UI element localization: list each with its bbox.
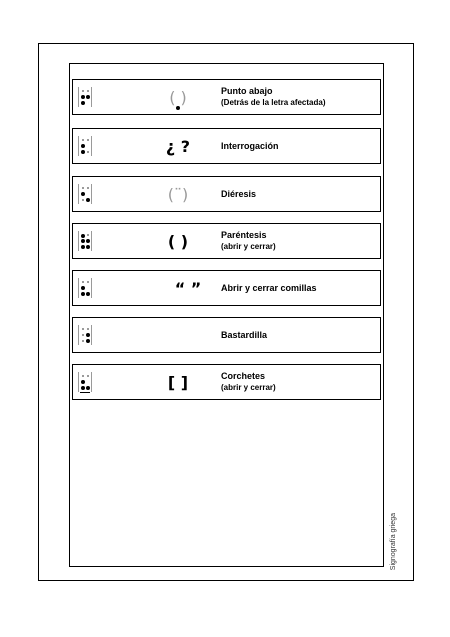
braille-cell-icon — [78, 231, 92, 251]
row-title: Corchetes — [221, 371, 266, 381]
list-item — [72, 364, 381, 400]
sign-symbol: ( ) — [167, 231, 189, 251]
row-subtitle: (Detrás de la letra afectada) — [221, 98, 326, 107]
list-item — [72, 79, 381, 115]
braille-cell-icon — [78, 278, 92, 298]
braille-cell-icon — [78, 136, 92, 156]
list-item — [72, 176, 381, 212]
list-item — [72, 270, 381, 306]
row-subtitle: (abrir y cerrar) — [221, 383, 276, 392]
sign-symbol — [153, 318, 203, 352]
row-title: Paréntesis — [221, 230, 267, 240]
list-item — [72, 128, 381, 164]
row-title: Bastardilla — [221, 329, 268, 340]
dot-below-icon — [175, 105, 181, 111]
braille-cell-icon — [78, 372, 92, 392]
row-subtitle: (abrir y cerrar) — [221, 242, 276, 251]
footer-text: Signografía griega — [390, 513, 397, 571]
row-title: Abrir y cerrar comillas — [221, 282, 317, 293]
braille-cell-icon — [78, 325, 92, 345]
sign-symbol: ¿ ? — [165, 136, 191, 156]
sign-symbol: “ ” — [174, 278, 202, 298]
braille-cell-icon — [78, 87, 92, 107]
list-item — [72, 223, 381, 259]
row-title: Diéresis — [221, 188, 257, 199]
sign-symbol: (¨) — [167, 184, 189, 204]
sign-symbol: [ ] — [167, 372, 189, 392]
row-title: Punto abajo — [221, 86, 273, 96]
braille-cell-icon — [78, 184, 92, 204]
list-item — [72, 317, 381, 353]
sign-symbol: ( ) — [169, 87, 187, 107]
vertical-footer — [390, 513, 404, 585]
row-title: Interrogación — [221, 140, 279, 151]
